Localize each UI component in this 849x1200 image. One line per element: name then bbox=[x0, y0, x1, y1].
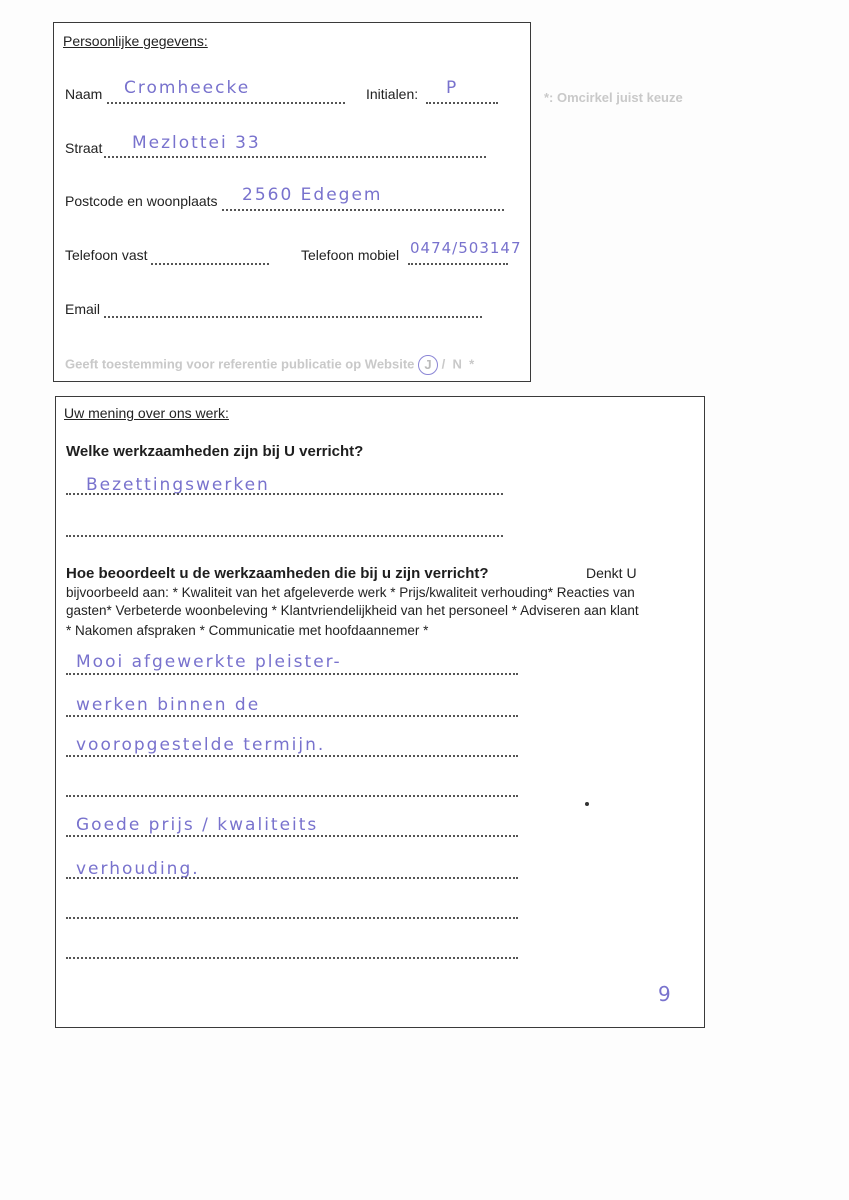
ink-speck bbox=[585, 802, 589, 806]
answer-line-2 bbox=[66, 535, 503, 537]
question-denkt-u: Denkt U bbox=[586, 565, 637, 581]
initialen-label: Initialen: bbox=[366, 86, 419, 102]
opinion-section bbox=[55, 396, 705, 1028]
assessment-line-2 bbox=[66, 715, 518, 717]
opinion-title: Uw mening over ons werk: bbox=[64, 405, 229, 421]
assessment-hint-line-1: bijvoorbeeld aan: * Kwaliteit van het afgeleverde werk * Prijs/kwaliteit verhouding* Reacties van bbox=[66, 585, 635, 600]
assessment-line-3 bbox=[66, 755, 518, 757]
initialen-field-line bbox=[426, 102, 498, 104]
email-label: Email bbox=[65, 301, 101, 317]
telefoon-vast-label: Telefoon vast bbox=[65, 247, 148, 263]
postcode-field-line bbox=[222, 209, 504, 211]
personal-data-title: Persoonlijke gegevens: bbox=[63, 33, 208, 49]
assessment-answer-5[interactable]: Goede prijs / kwaliteits bbox=[76, 815, 319, 835]
assessment-line-1 bbox=[66, 673, 518, 675]
consent-separator: / bbox=[441, 356, 446, 372]
postcode-field-value[interactable]: 2560 Edegem bbox=[242, 185, 383, 205]
initialen-field-value[interactable]: P bbox=[446, 78, 459, 98]
postcode-label: Postcode en woonplaats bbox=[65, 193, 218, 209]
page-number: 9 bbox=[658, 982, 673, 1006]
answer-line-1 bbox=[66, 493, 503, 495]
consent-yes-option[interactable]: J bbox=[418, 355, 438, 375]
assessment-answer-6[interactable]: verhouding. bbox=[76, 859, 200, 879]
telefoon-vast-field-line bbox=[151, 263, 269, 265]
consent-text: Geeft toestemming voor referentie publicatie op Website bbox=[65, 356, 415, 372]
assessment-line-7 bbox=[66, 917, 518, 919]
email-field-line bbox=[104, 316, 482, 318]
assessment-line-5 bbox=[66, 835, 518, 837]
assessment-line-8 bbox=[66, 957, 518, 959]
assessment-hint-line-2: gasten* Verbeterde woonbeleving * Klantvriendelijkheid van het personeel * Adviseren aan klant bbox=[66, 603, 639, 618]
question-assessment: Hoe beoordeelt u de werkzaamheden die bij u zijn verricht? bbox=[66, 565, 489, 582]
telefoon-mobiel-label: Telefoon mobiel bbox=[301, 247, 400, 263]
consent-star: * bbox=[469, 356, 475, 372]
personal-data-section bbox=[53, 22, 531, 382]
naam-field-value[interactable]: Cromheecke bbox=[124, 78, 251, 98]
telefoon-mobiel-field-value[interactable]: 0474/503147 bbox=[410, 239, 522, 257]
straat-label: Straat bbox=[65, 140, 103, 156]
consent-row bbox=[65, 355, 474, 375]
assessment-line-6 bbox=[66, 877, 518, 879]
naam-label: Naam bbox=[65, 86, 103, 102]
straat-field-line bbox=[104, 156, 486, 158]
naam-field-line bbox=[107, 102, 345, 104]
assessment-line-4 bbox=[66, 795, 518, 797]
assessment-answer-3[interactable]: vooropgestelde termijn. bbox=[76, 735, 326, 755]
consent-no-option[interactable]: N bbox=[452, 356, 462, 372]
straat-field-value[interactable]: Mezlottei 33 bbox=[132, 133, 261, 153]
side-note: *: Omcirkel juist keuze bbox=[544, 90, 683, 105]
question-work-performed: Welke werkzaamheden zijn bij U verricht? bbox=[66, 443, 364, 460]
assessment-hint-line-3: * Nakomen afspraken * Communicatie met hoofdaannemer * bbox=[66, 623, 429, 638]
answer-work-performed[interactable]: Bezettingswerken bbox=[86, 475, 270, 495]
assessment-answer-2[interactable]: werken binnen de bbox=[76, 695, 261, 715]
telefoon-mobiel-field-line bbox=[408, 263, 508, 265]
assessment-answer-1[interactable]: Mooi afgewerkte pleister- bbox=[76, 652, 342, 672]
